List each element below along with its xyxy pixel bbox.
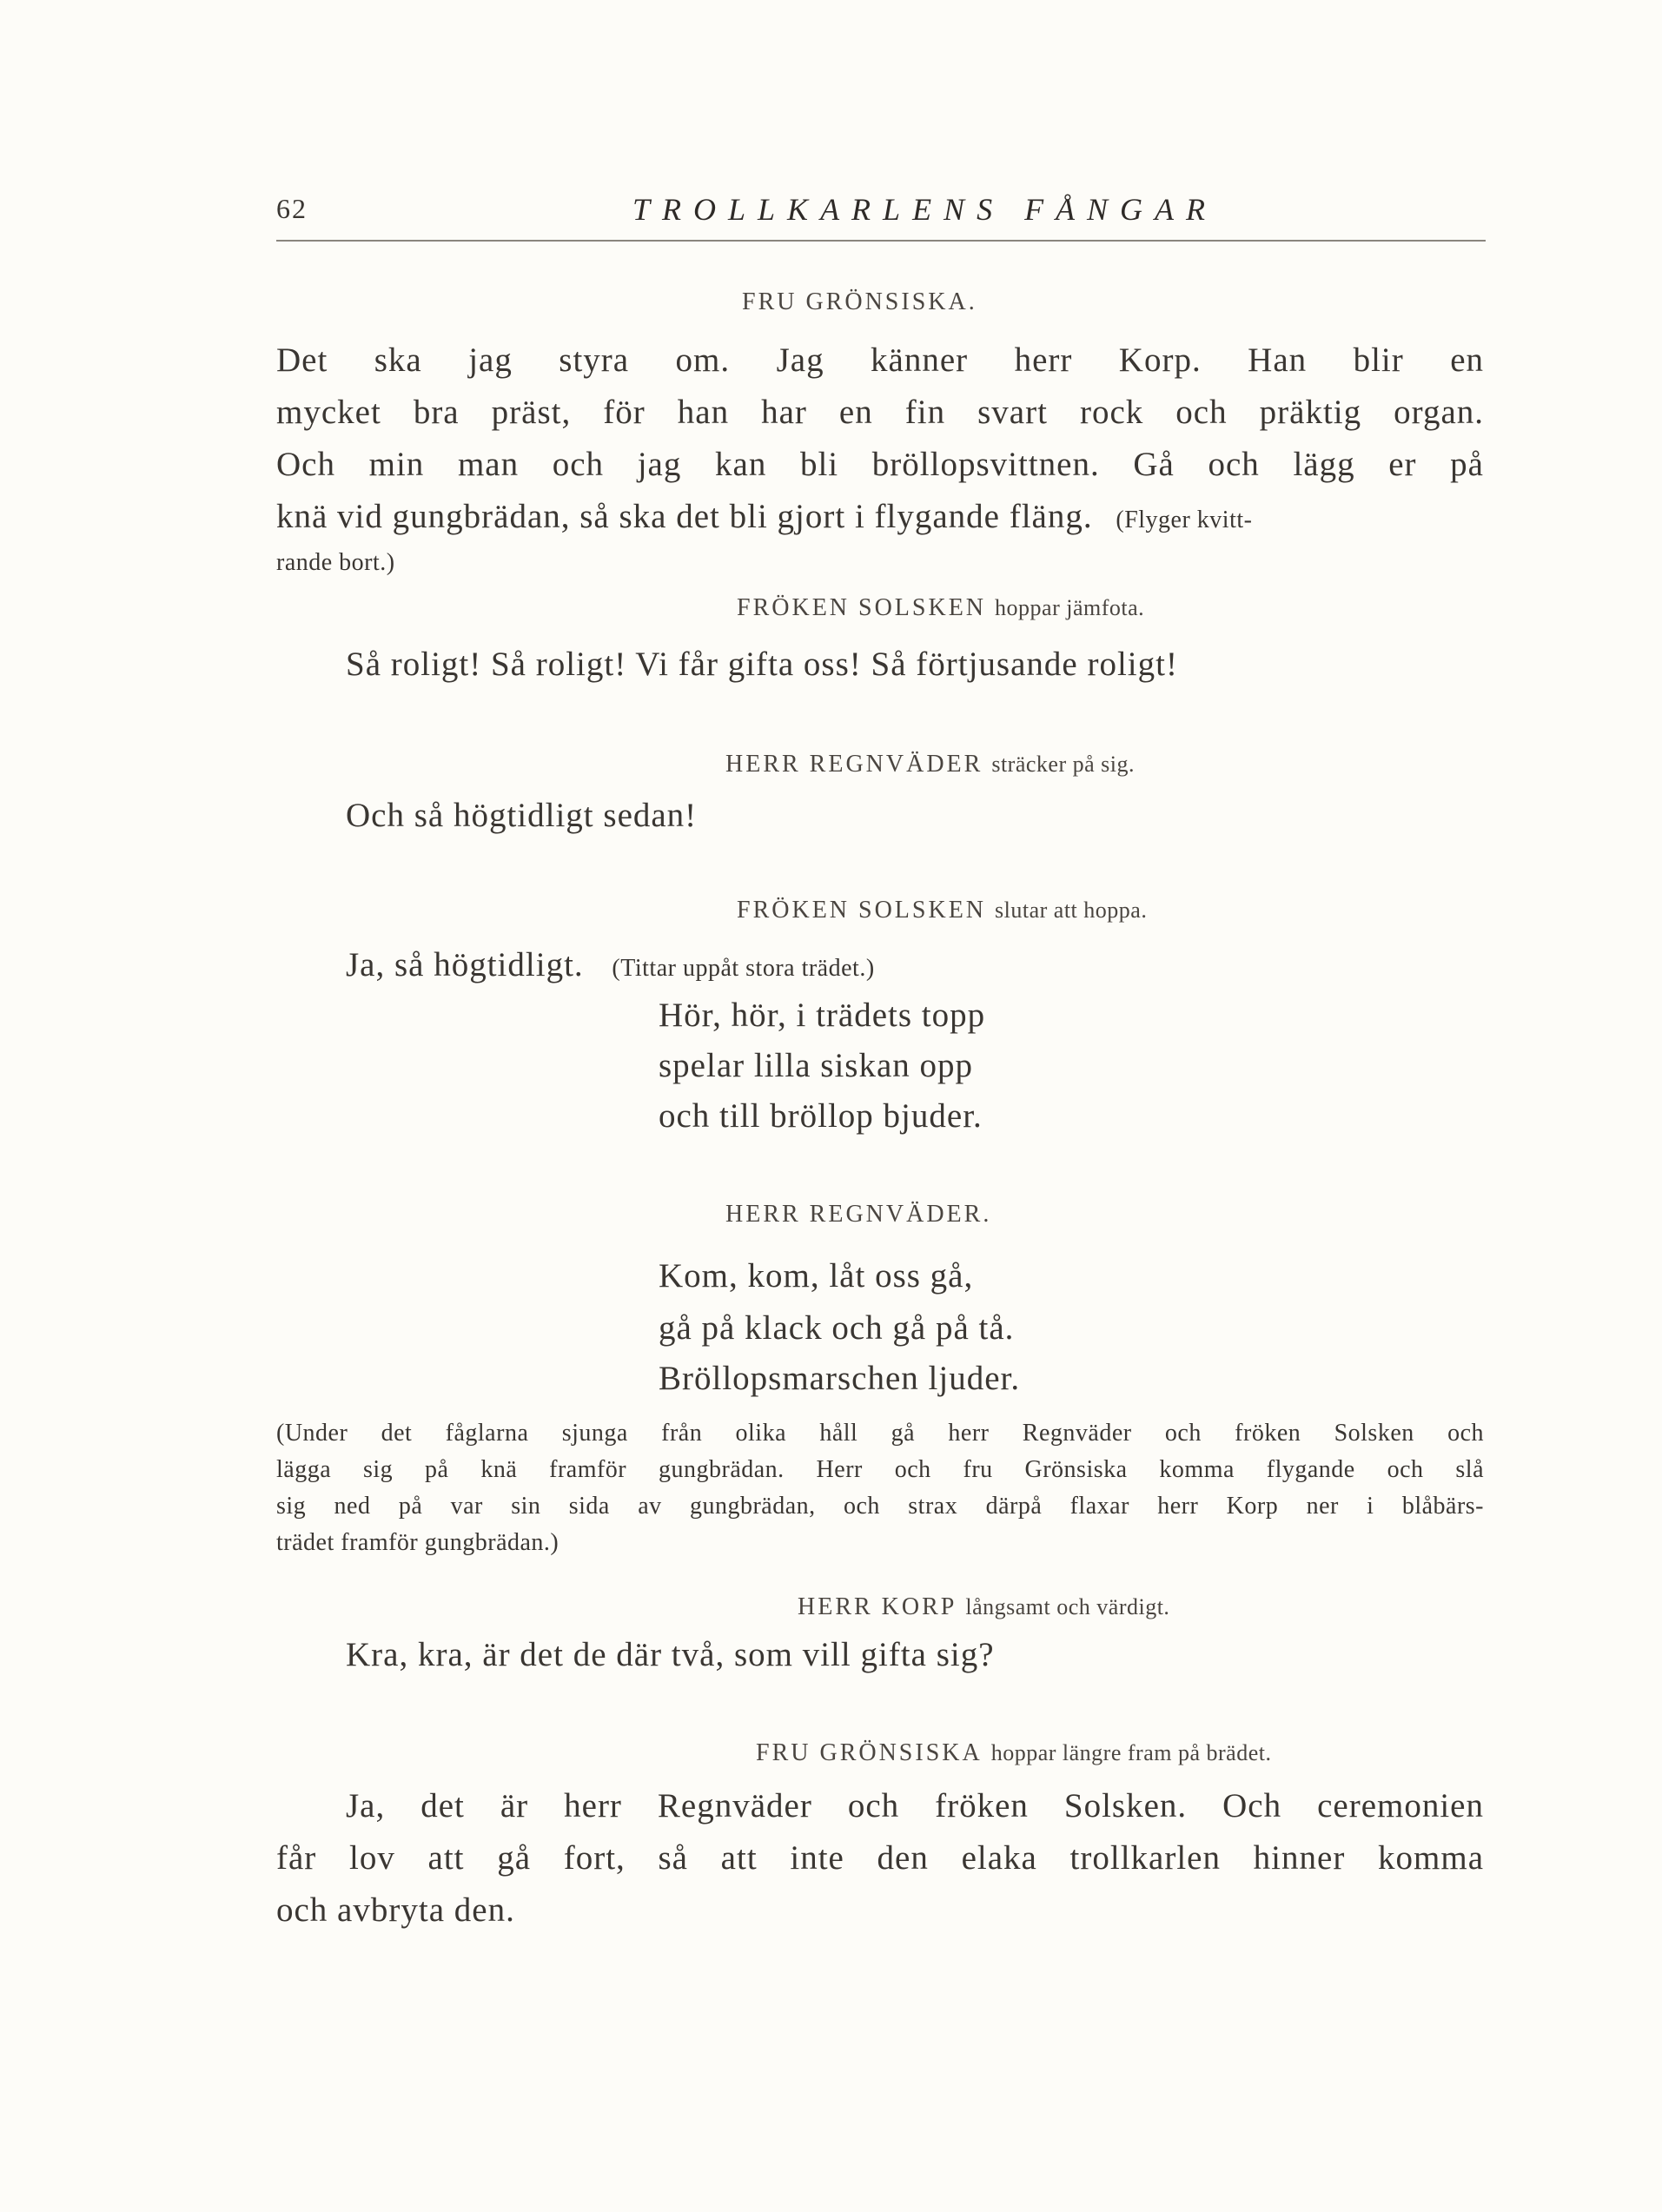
stage-direction: (Tittar uppåt stora trädet.) <box>612 955 875 982</box>
stage-direction: (Under det fåglarna sjunga från olika håll gå herr Regnväder och fröken Solsken och <box>276 1420 1484 1447</box>
speaker-heading <box>756 1739 1271 1767</box>
speaker-name: HERR REGNVÄDER. <box>725 1201 992 1228</box>
dialogue-line: och avbryta den. <box>276 1891 515 1929</box>
dialogue-line: får lov att gå fort, så att inte den elaka trollkarlen hinner komma <box>276 1839 1484 1877</box>
dialogue-line: Det ska jag styra om. Jag känner herr Korp. Han blir en <box>276 341 1484 379</box>
verse-line: Bröllopsmarschen ljuder. <box>659 1360 1021 1397</box>
speaker-name: HERR REGNVÄDER <box>725 751 983 778</box>
verse-line: Hör, hör, i trädets topp <box>659 997 986 1034</box>
stage-direction: (Flyger kvitt- <box>1116 507 1253 533</box>
stage-direction: trädet framför gungbrädan.) <box>276 1529 560 1556</box>
dialogue-text: knä vid gungbrädan, så ska det bli gjort i flygande fläng. <box>276 498 1093 535</box>
speaker-direction: hoppar längre fram på brädet. <box>990 1740 1272 1765</box>
speaker-heading <box>737 594 1144 622</box>
speaker-name: FRU GRÖNSISKA. <box>742 288 977 315</box>
speaker-heading <box>798 1593 1169 1621</box>
dialogue-text: Ja, så högtidligt. <box>346 946 584 983</box>
speaker-name: HERR KORP <box>798 1593 957 1620</box>
dialogue-line: Ja, det är herr Regnväder och fröken Solsken. Och ceremonien <box>346 1787 1484 1825</box>
speaker-name: FRÖKEN SOLSKEN <box>737 594 987 621</box>
speaker-heading <box>725 751 1135 778</box>
verse-line: gå på klack och gå på tå. <box>659 1309 1015 1347</box>
speaker-name: FRU GRÖNSISKA <box>756 1739 983 1766</box>
stage-direction: rande bort.) <box>276 549 395 576</box>
header-rule <box>276 240 1486 242</box>
speaker-heading <box>725 1201 991 1229</box>
stage-direction: sig ned på var sin sida av gungbrädan, och strax därpå flaxar herr Korp ner i blåbärs- <box>276 1493 1484 1520</box>
dialogue-line: Och så högtidligt sedan! <box>346 797 698 834</box>
dialogue-line: Kra, kra, är det de där två, som vill gifta sig? <box>346 1636 995 1673</box>
speaker-direction: slutar att hoppa. <box>995 897 1148 923</box>
speaker-heading <box>742 288 977 316</box>
stage-direction: lägga sig på knä framför gungbrädan. Herr och fru Grönsiska komma flygande och slå <box>276 1456 1484 1483</box>
speaker-direction: hoppar jämfota. <box>995 595 1145 620</box>
dialogue-line: Så roligt! Så roligt! Vi får gifta oss! Så förtjusande roligt! <box>346 646 1178 683</box>
dialogue-line <box>276 497 1252 536</box>
dialogue-line: mycket bra präst, för han har en fin svart rock och präktig organ. <box>276 394 1484 431</box>
speaker-name: FRÖKEN SOLSKEN <box>737 897 987 924</box>
page-number: 62 <box>276 193 308 224</box>
speaker-direction: långsamt och värdigt. <box>965 1594 1170 1619</box>
speaker-direction: sträcker på sig. <box>991 752 1136 777</box>
speaker-heading <box>737 897 1147 924</box>
dialogue-line: Och min man och jag kan bli bröllopsvittnen. Gå och lägg er på <box>276 446 1484 483</box>
verse-line: spelar lilla siskan opp <box>659 1047 974 1084</box>
verse-line: Kom, kom, låt oss gå, <box>659 1257 974 1295</box>
dialogue-line <box>346 945 875 984</box>
verse-line: och till bröllop bjuder. <box>659 1097 983 1135</box>
running-title: TROLLKARLENS FÅNGAR <box>632 192 1218 227</box>
page-header <box>276 188 1486 231</box>
